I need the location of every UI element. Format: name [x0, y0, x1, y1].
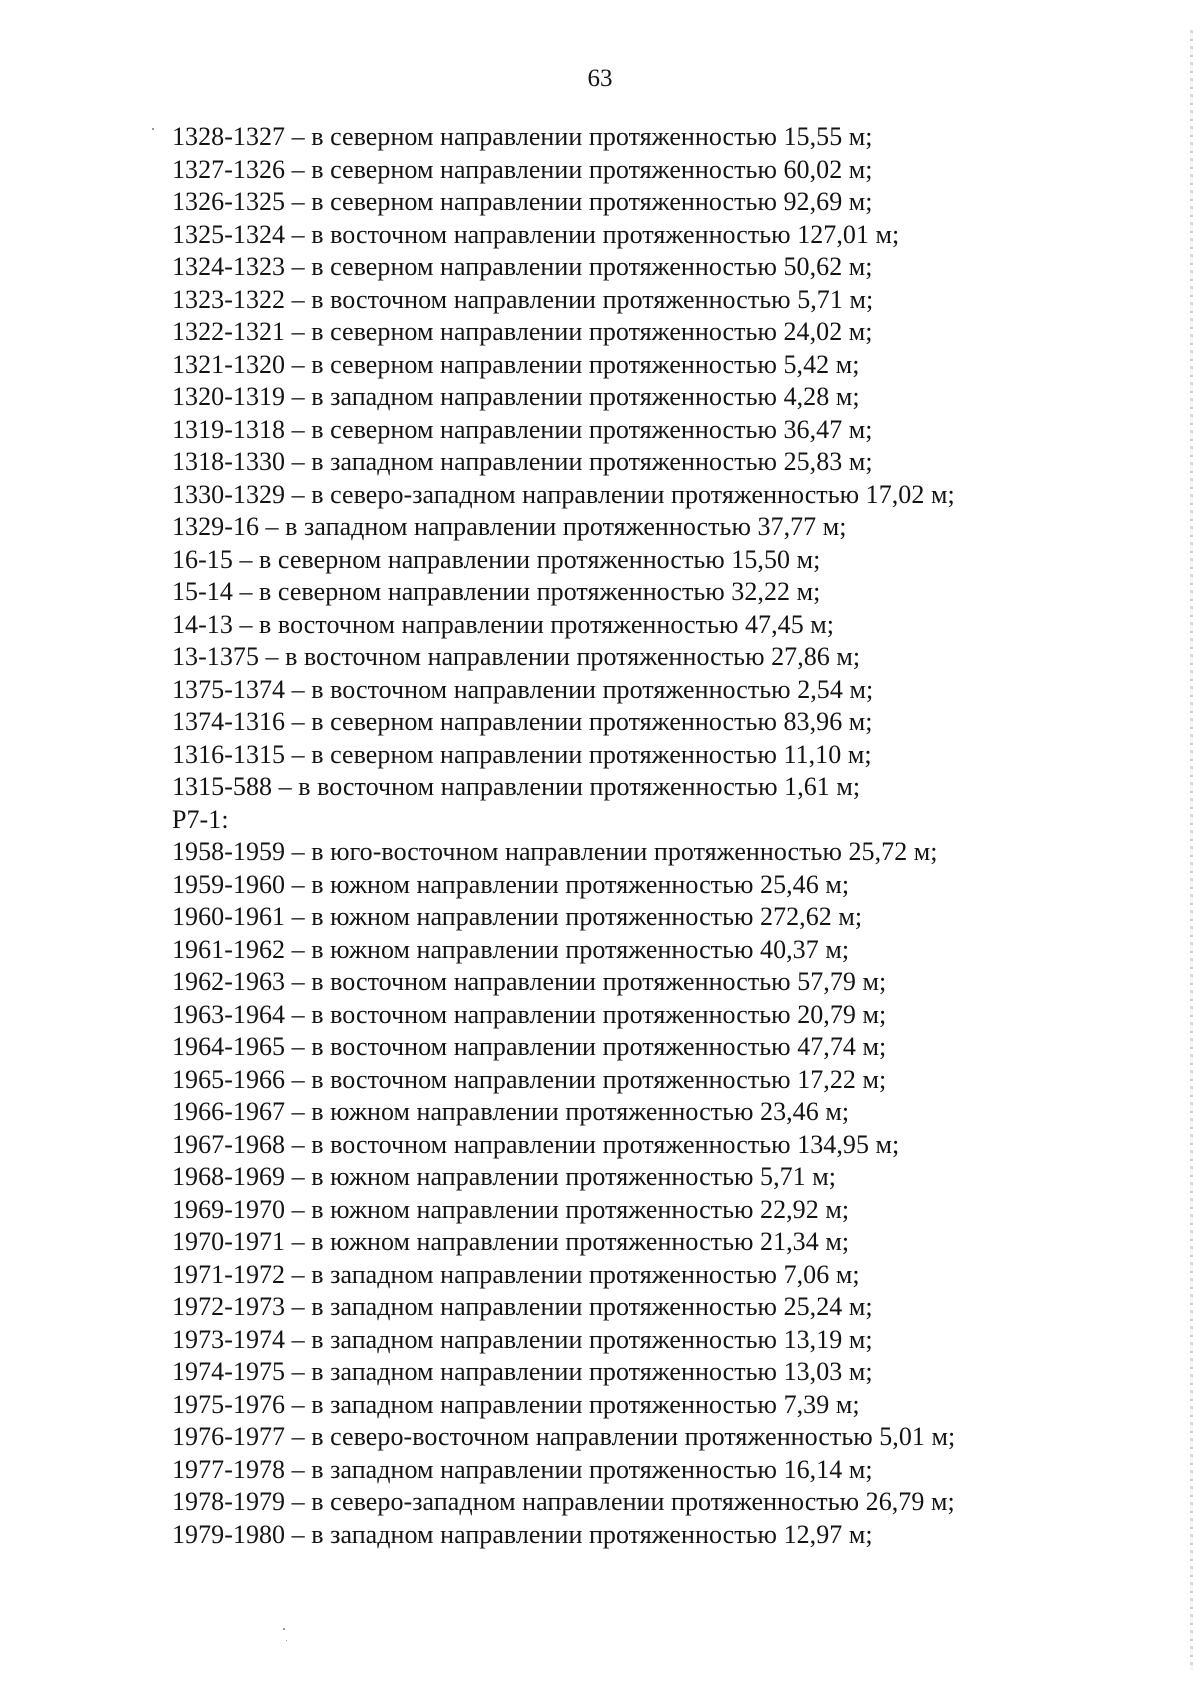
boundary-line: 1315-588 – в восточном направлении протяженностью 1,61 м;	[172, 772, 861, 801]
boundary-line: 1971-1972 – в западном направлении протяженностью 7,06 м;	[172, 1259, 860, 1289]
boundary-line: 1322-1321 – в северном направлении протяженностью 24,02 м;	[172, 317, 873, 346]
scan-edge-artifact	[1190, 30, 1193, 1670]
boundary-line: 1328-1327 – в северном направлении протяженностью 15,55 м;	[172, 122, 873, 151]
boundary-line: 16-15 – в северном направлении протяженностью 15,50 м;	[172, 544, 821, 574]
boundary-line: 1965-1966 – в восточном направлении протяженностью 17,22 м;	[172, 1064, 887, 1094]
boundary-line: 1318-1330 – в западном направлении протяженностью 25,83 м;	[172, 447, 873, 476]
boundary-line: 1326-1325 – в северном направлении протяженностью 92,69 м;	[172, 187, 873, 216]
boundary-line: 1969-1970 – в южном направлении протяженностью 22,92 м;	[172, 1194, 850, 1224]
boundary-description-list	[172, 121, 1072, 1551]
boundary-line: 1321-1320 – в северном направлении протяженностью 5,42 м;	[172, 349, 860, 379]
boundary-line: 1960-1961 – в южном направлении протяженностью 272,62 м;	[172, 902, 863, 931]
boundary-line: 1966-1967 – в южном направлении протяженностью 23,46 м;	[172, 1097, 850, 1126]
boundary-line: 13-1375 – в восточном направлении протяженностью 27,86 м;	[172, 642, 861, 671]
boundary-line: 1973-1974 – в западном направлении протяженностью 13,19 м;	[172, 1324, 873, 1354]
boundary-line: 1972-1973 – в западном направлении протяженностью 25,24 м;	[172, 1292, 873, 1321]
boundary-line: 1325-1324 – в восточном направлении протяженностью 127,01 м;	[172, 219, 900, 249]
boundary-line: 1970-1971 – в южном направлении протяженностью 21,34 м;	[172, 1227, 850, 1256]
boundary-line: 1962-1963 – в восточном направлении протяженностью 57,79 м;	[172, 967, 887, 996]
boundary-line: 1374-1316 – в северном направлении протяженностью 83,96 м;	[172, 707, 873, 736]
boundary-line: 1323-1322 – в восточном направлении протяженностью 5,71 м;	[172, 284, 874, 314]
boundary-line: 1324-1323 – в северном направлении протяженностью 50,62 м;	[172, 252, 873, 281]
boundary-line: 1976-1977 – в северо-восточном направлении протяженностью 5,01 м;	[172, 1422, 956, 1451]
boundary-line: 1977-1978 – в западном направлении протяженностью 16,14 м;	[172, 1454, 873, 1484]
boundary-line: 1963-1964 – в восточном направлении протяженностью 20,79 м;	[172, 999, 887, 1029]
boundary-line: 1968-1969 – в южном направлении протяженностью 5,71 м;	[172, 1162, 837, 1191]
boundary-line: 1964-1965 – в восточном направлении протяженностью 47,74 м;	[172, 1032, 887, 1061]
boundary-line: 15-14 – в северном направлении протяженностью 32,22 м;	[172, 577, 821, 606]
boundary-line: 1978-1979 – в северо-западном направлении протяженностью 26,79 м;	[172, 1487, 955, 1516]
boundary-line: 1375-1374 – в восточном направлении протяженностью 2,54 м;	[172, 674, 874, 704]
boundary-line: 1320-1319 – в западном направлении протяженностью 4,28 м;	[172, 382, 860, 411]
boundary-line: 1967-1968 – в восточном направлении протяженностью 134,95 м;	[172, 1129, 900, 1159]
boundary-line: 1327-1326 – в северном направлении протяженностью 60,02 м;	[172, 154, 873, 184]
boundary-line: 1961-1962 – в южном направлении протяженностью 40,37 м;	[172, 934, 850, 964]
section-heading: Р7-1:	[172, 804, 229, 834]
boundary-line: 14-13 – в восточном направлении протяженностью 47,45 м;	[172, 609, 835, 639]
scan-speck	[286, 1640, 287, 1641]
scan-speck	[283, 1628, 285, 1630]
scan-speck	[152, 128, 154, 130]
page-number: 63	[587, 65, 613, 92]
boundary-line: 1329-16 – в западном направлении протяженностью 37,77 м;	[172, 512, 847, 541]
boundary-line: 1959-1960 – в южном направлении протяженностью 25,46 м;	[172, 869, 850, 899]
boundary-line: 1330-1329 – в северо-западном направлении протяженностью 17,02 м;	[172, 479, 955, 509]
boundary-line: 1316-1315 – в северном направлении протяженностью 11,10 м;	[172, 739, 872, 769]
boundary-line: 1319-1318 – в северном направлении протяженностью 36,47 м;	[172, 414, 873, 444]
boundary-line: 1975-1976 – в западном направлении протяженностью 7,39 м;	[172, 1389, 860, 1419]
boundary-line: 1974-1975 – в западном направлении протяженностью 13,03 м;	[172, 1357, 873, 1386]
boundary-line: 1958-1959 – в юго-восточном направлении протяженностью 25,72 м;	[172, 837, 938, 866]
boundary-line: 1979-1980 – в западном направлении протяженностью 12,97 м;	[172, 1519, 873, 1549]
